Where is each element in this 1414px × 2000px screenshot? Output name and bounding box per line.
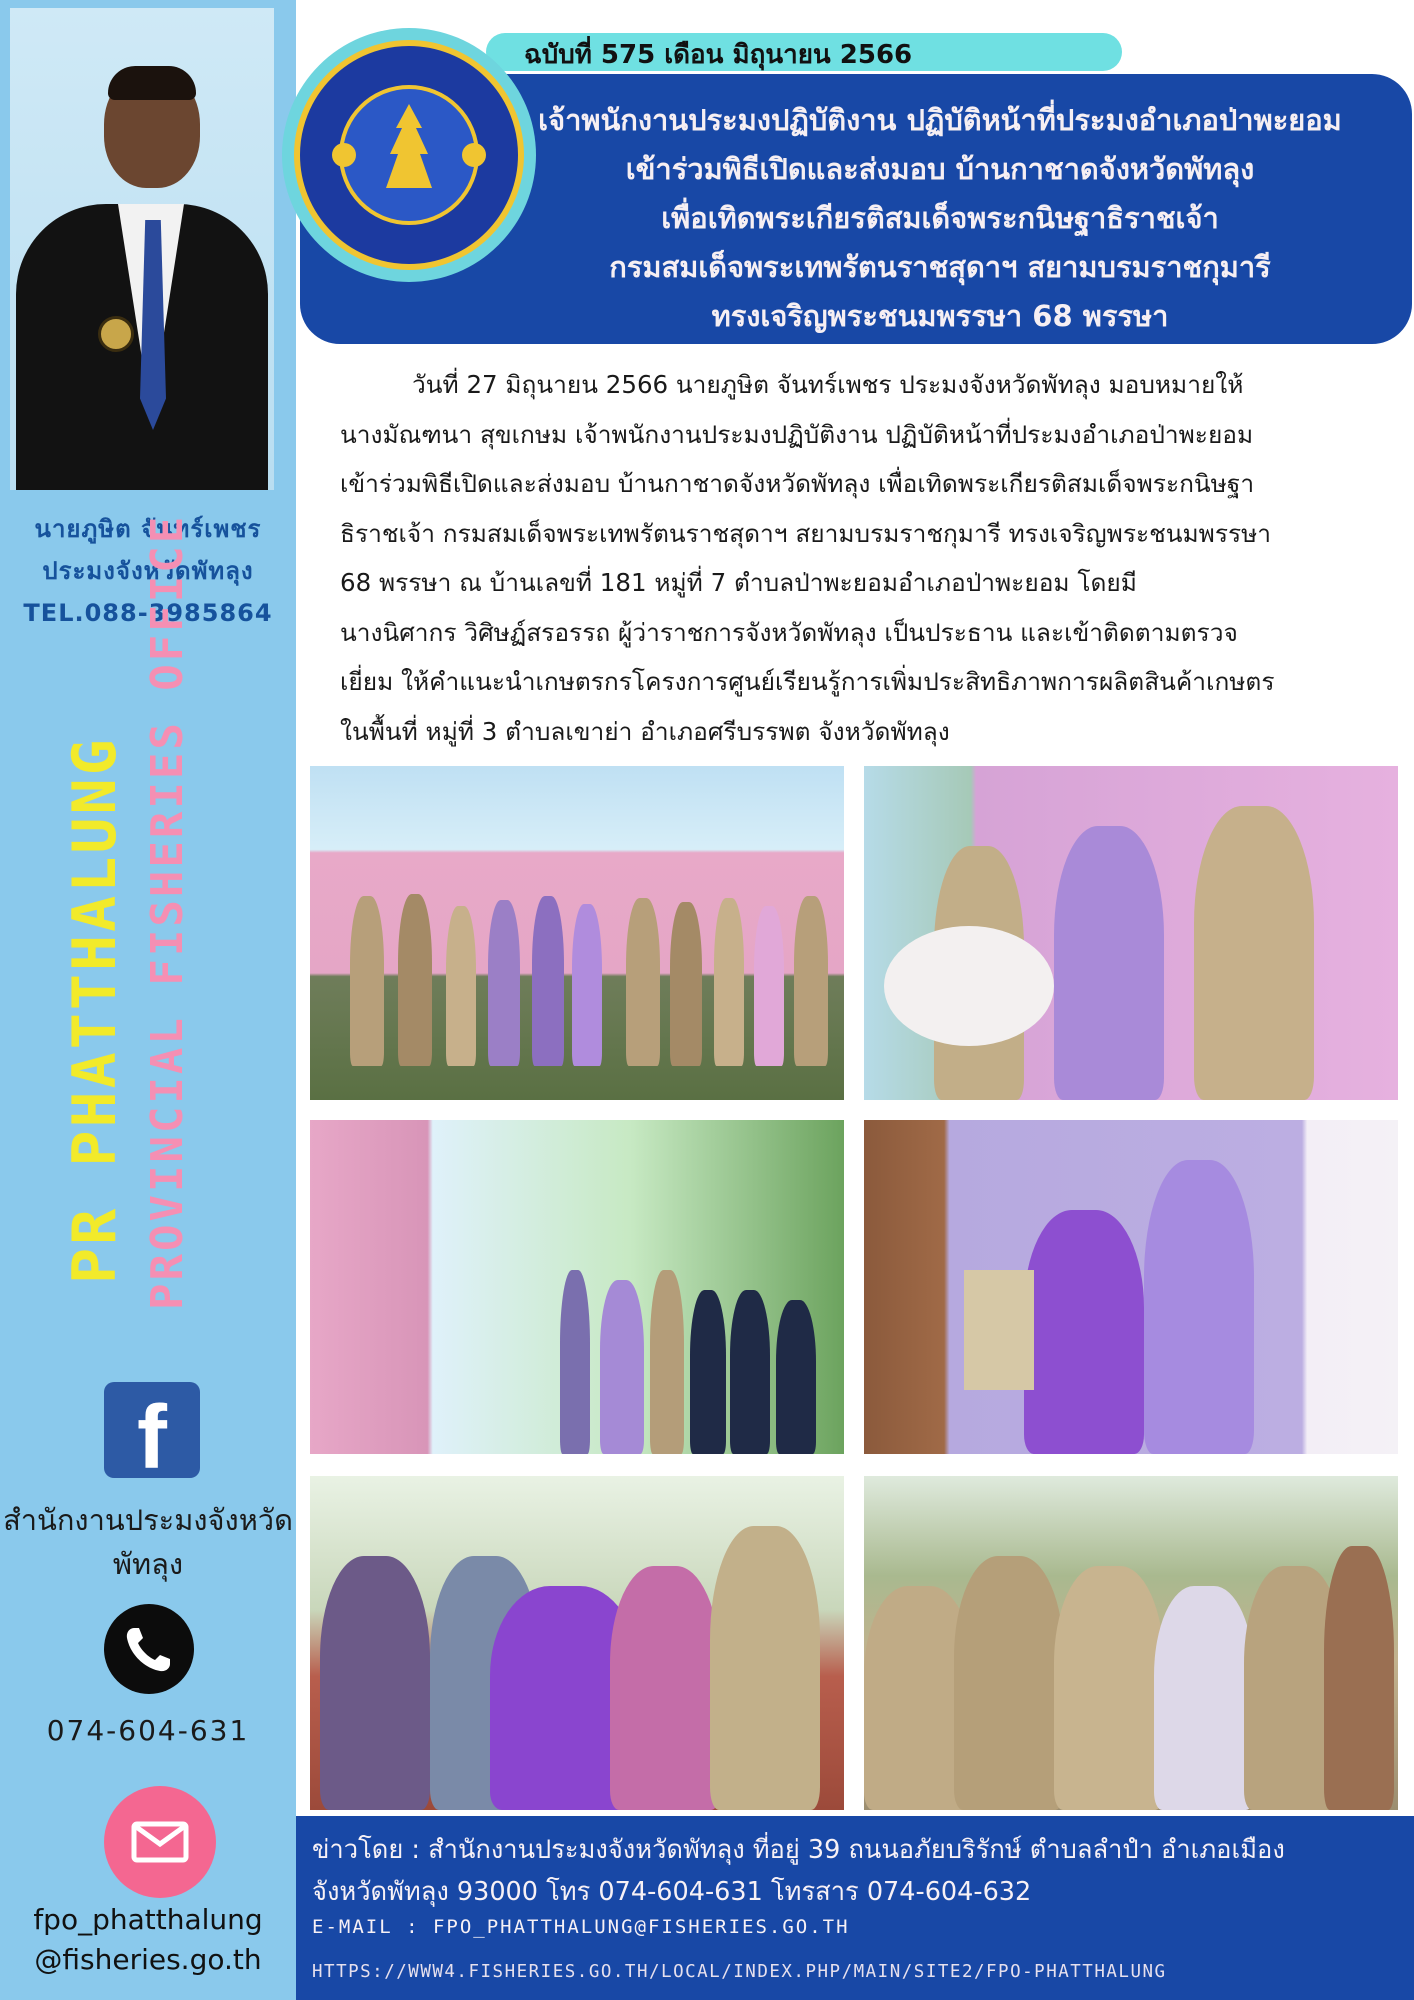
article-line: วันที่ 27 มิถุนายน 2566 นายภูษิต จันทร์เพชร ประมงจังหวัดพัทลุง มอบหมายให้ [412, 370, 1244, 399]
photo-seated-guests [310, 1476, 844, 1810]
footer-website-link[interactable]: HTTPS://WWW4.FISHERIES.GO.TH/LOCAL/INDEX.PHP/MAIN/SITE2/FPO-PHATTHALUNG [312, 1962, 1167, 1982]
headline [530, 96, 1350, 341]
article-line: เยี่ยม ให้คำแนะนำเกษตรกรโครงการศูนย์เรียนรู้การเพิ่มประสิทธิภาพการผลิตสินค้าเกษตร [340, 667, 1275, 696]
headline-line: เพื่อเทิดพระเกียรติสมเด็จพระกนิษฐาธิราชเจ้า [661, 201, 1219, 235]
headline-line: เจ้าพนักงานประมงปฏิบัติงาน ปฏิบัติหน้าที่ประมงอำเภอป่าพะยอม [538, 103, 1342, 137]
article-line: ธิราชเจ้า กรมสมเด็จพระเทพรัตนราชสุดาฯ สยามบรมราชกุมารี ทรงเจริญพระชนมพรรษา [340, 518, 1272, 548]
person-name: นายภูษิต จันทร์เพชร [34, 515, 262, 543]
portrait-photo [10, 8, 274, 490]
photo-two-women-indoor [864, 1120, 1398, 1454]
photo-officials-flowers [864, 766, 1398, 1100]
department-seal-logo [282, 28, 536, 282]
photo-ceremony-outdoor [310, 1120, 844, 1454]
vertical-title [38, 490, 218, 1310]
mail-icon[interactable] [104, 1786, 216, 1898]
article-body [340, 360, 1340, 756]
headline-line: ทรงเจริญพระชนมพรรษา 68 พรรษา [711, 299, 1169, 333]
facebook-icon[interactable]: f [104, 1382, 200, 1478]
phone-number: 074-604-631 [46, 1714, 250, 1747]
office-name-line2: พัทลุง [112, 1547, 184, 1581]
article-line: 68 พรรษา ณ บ้านเลขที่ 181 หมู่ที่ 7 ตำบลป่าพะยอมอำเภอป่าพะยอม โดยมี [340, 568, 1137, 597]
article-line: เข้าร่วมพิธีเปิดและส่งมอบ บ้านกาชาดจังหวัดพัทลุง เพื่อเทิดพระเกียรติสมเด็จพระกนิษฐา [340, 469, 1255, 498]
sidebar-email-line2: @fisheries.go.th [34, 1943, 262, 1976]
footer-email[interactable]: E-MAIL : FPO_PHATTHALUNG@FISHERIES.GO.TH [312, 1916, 850, 1938]
person-title: ประมงจังหวัดพัทลุง [42, 557, 254, 585]
sidebar-email [0, 1900, 296, 1980]
issue-label: ฉบับที่ 575 เดือน มิถุนายน 2566 [524, 40, 913, 70]
photo-group-at-house [310, 766, 844, 1100]
footer-address-line2: จังหวัดพัทลุง 93000 โทร 074-604-631 โทรสาร 074-604-632 [312, 1877, 1032, 1907]
article-line: นางนิศากร วิศิษฏ์สรอรรถ ผู้ว่าราชการจังหวัดพัทลุง เป็นประธาน และเข้าติดตามตรวจ [340, 617, 1238, 647]
headline-line: เข้าร่วมพิธีเปิดและส่งมอบ บ้านกาชาดจังหวัดพัทลุง [625, 152, 1255, 186]
person-tel: TEL.088-3985864 [23, 599, 273, 627]
article-line: ในพื้นที่ หมู่ที่ 3 ตำบลเขาย่า อำเภอศรีบรรพต จังหวัดพัทลุง [340, 716, 950, 746]
vertical-title-line2: PROVINCIAL FISHERIES OFFICE [142, 513, 193, 1310]
office-name [0, 1498, 296, 1586]
article-line: นางมัณฑนา สุขเกษม เจ้าพนักงานประมงปฏิบัติงาน ปฏิบัติหน้าที่ประมงอำเภอป่าพะยอม [340, 419, 1254, 449]
photo-audience-uniforms [864, 1476, 1398, 1810]
headline-line: กรมสมเด็จพระเทพรัตนราชสุดาฯ สยามบรมราชกุมารี [609, 250, 1271, 284]
phone-icon[interactable] [104, 1604, 194, 1694]
sidebar-email-line1: fpo_phatthalung [33, 1903, 263, 1936]
vertical-title-line1: PR PHATTHALUNG [60, 736, 130, 1284]
footer-address-line1: ข่าวโดย : สำนักงานประมงจังหวัดพัทลุง ที่อยู่ 39 ถนนอภัยบริรักษ์ ตำบลลำปำ อำเภอเมือง [312, 1835, 1285, 1865]
office-name-line1: สำนักงานประมงจังหวัด [3, 1503, 293, 1537]
